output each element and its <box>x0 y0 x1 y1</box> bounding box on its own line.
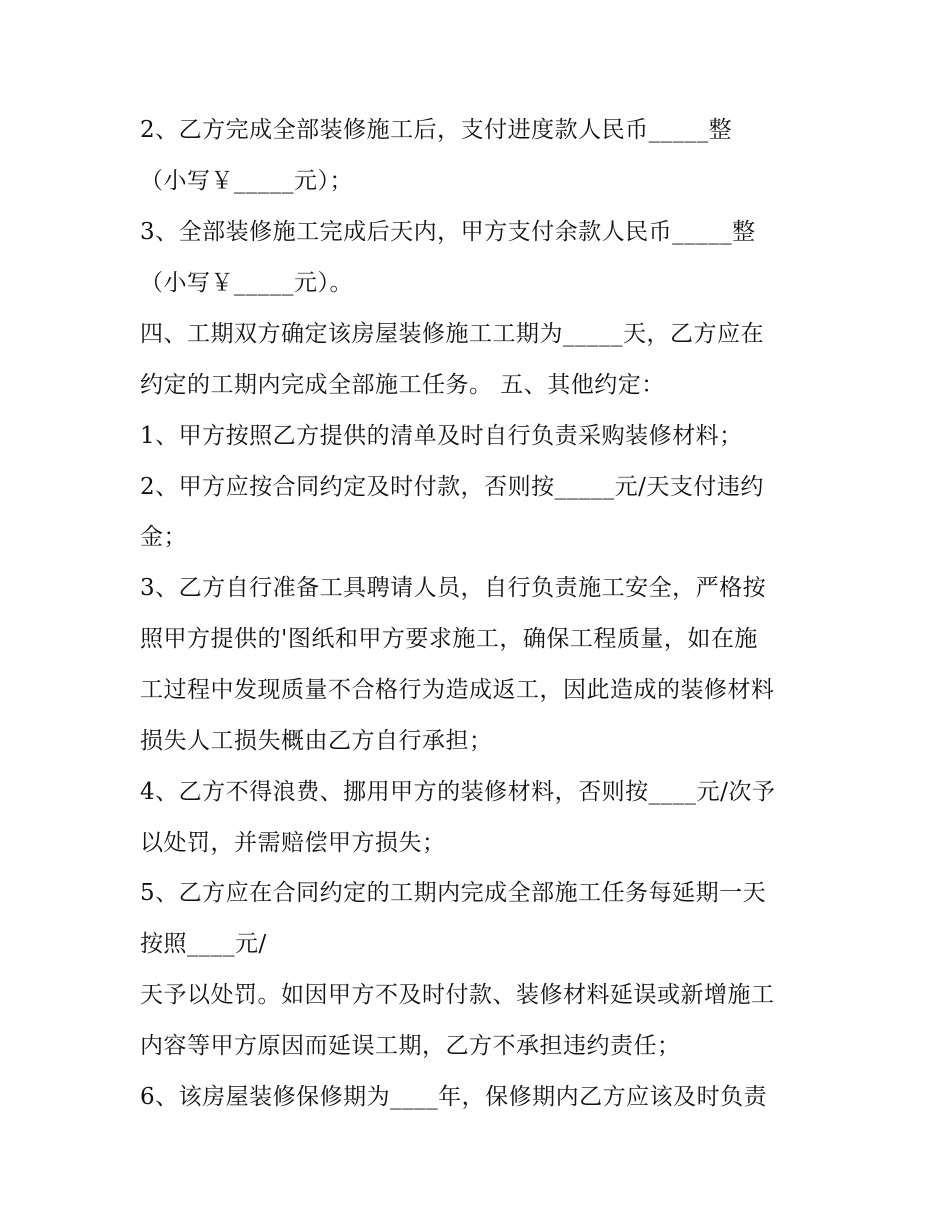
text-line: 2、乙方完成全部装修施工后，支付进度款人民币_____整 <box>140 117 733 143</box>
text-line: 损失人工损失概由乙方自行承担； <box>140 728 493 754</box>
text-line: 工过程中发现质量不合格行为造成返工，因此造成的装修材料 <box>140 677 775 703</box>
text-line: 2、甲方应按合同约定及时付款，否则按_____元/天支付违约 <box>140 474 764 500</box>
text-line: 照甲方提供的'图纸和甲方要求施工，确保工程质量，如在施 <box>140 626 758 652</box>
text-line: 约定的工期内完成全部施工任务。 五、其他约定： <box>140 372 665 398</box>
text-line: （小写￥_____元）； <box>140 168 353 194</box>
text-line: 3、乙方自行准备工具聘请人员，自行负责施工安全，严格按 <box>140 575 767 601</box>
text-line: 内容等甲方原因而延误工期，乙方不承担违约责任； <box>140 1033 681 1059</box>
text-line: 4、乙方不得浪费、挪用甲方的装修材料，否则按____元/次予 <box>140 779 776 805</box>
text-line: 天予以处罚。如因甲方不及时付款、装修材料延误或新增施工 <box>140 982 775 1008</box>
text-line: 5、乙方应在合同约定的工期内完成全部施工任务每延期一天 <box>140 880 767 906</box>
text-line: 金； <box>140 524 187 550</box>
text-line: （小写￥_____元）。 <box>140 270 353 296</box>
text-line: 3、全部装修施工完成后天内，甲方支付余款人民币_____整 <box>140 219 756 245</box>
text-line: 按照____元/ <box>140 931 267 957</box>
text-line: 以处罚，并需赔偿甲方损失； <box>140 830 446 856</box>
text-line: 四、工期双方确定该房屋装修施工工期为_____天，乙方应在 <box>140 321 764 347</box>
text-line: 6、该房屋装修保修期为____年，保修期内乙方应该及时负责 <box>140 1084 768 1110</box>
text-line: 1、甲方按照乙方提供的清单及时自行负责采购装修材料； <box>140 423 743 449</box>
